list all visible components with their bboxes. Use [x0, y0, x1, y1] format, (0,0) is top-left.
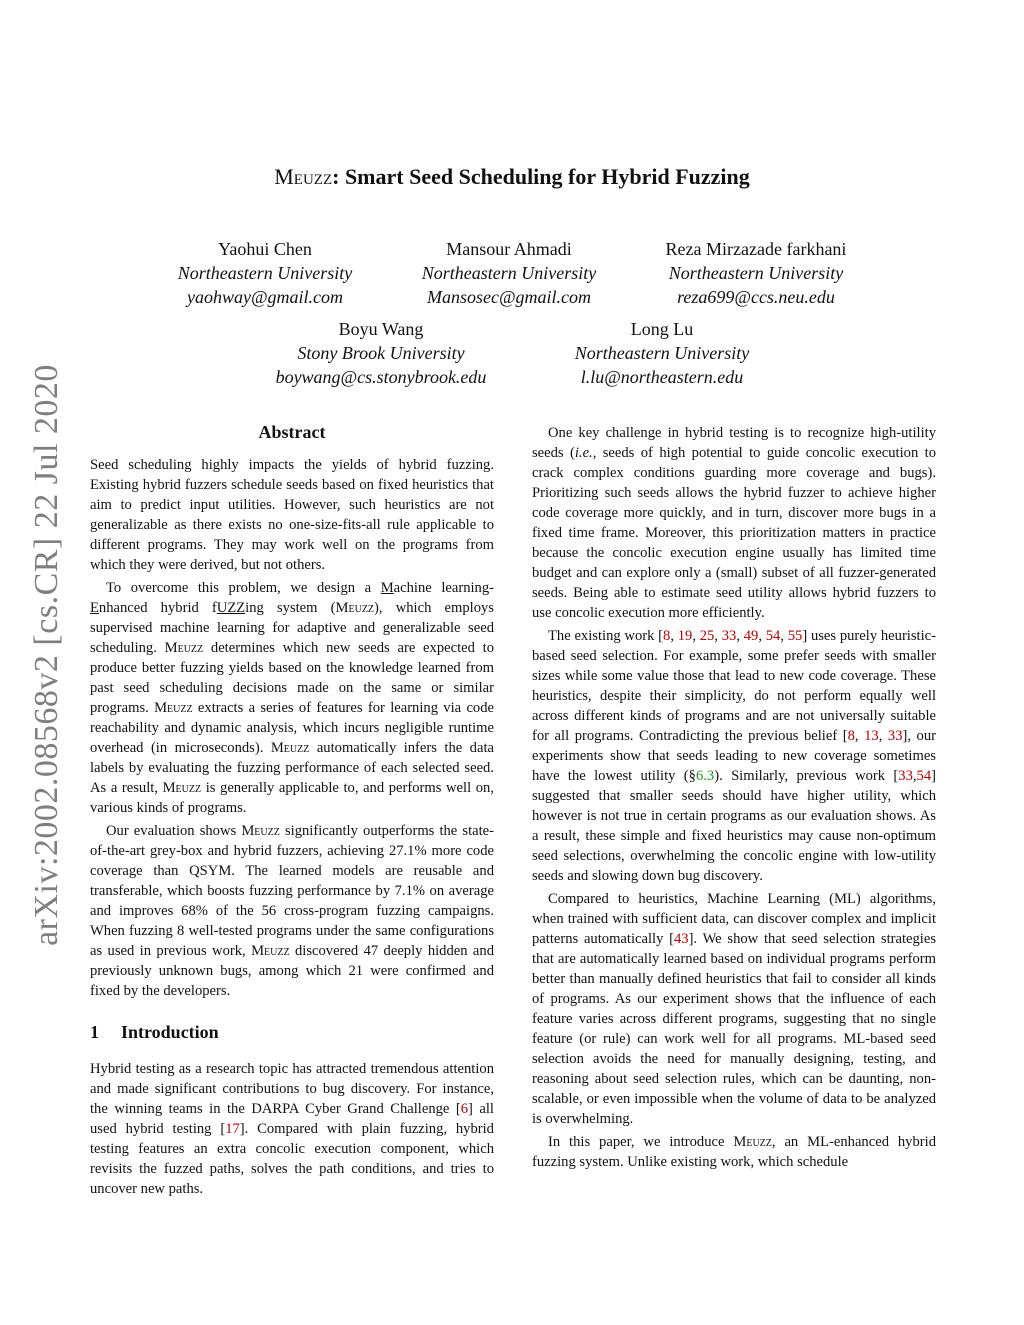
- author-affiliation: Stony Brook University: [297, 343, 465, 363]
- author-email: boywang@cs.stonybrook.edu: [275, 367, 487, 387]
- abstract-heading: Abstract: [258, 422, 326, 442]
- author-name: Long Lu: [630, 319, 694, 339]
- citation-link[interactable]: 25: [699, 628, 715, 644]
- intro-paragraph: Hybrid testing as a research topic has attracted tremendous attention and made significant contributions to bug discovery. For instance, the winning teams in the DARPA Cyber Grand Challenge [6] all used hybrid testing [17]. Compared with plain fuzzing, hybrid testing features an extra concolic execution component, which revisits the fuzzed paths, solves the path conditions, and tries to uncover new paths.: [90, 1061, 494, 1197]
- body-paragraph: In this paper, we introduce Meuzz, an ML-enhanced hybrid fuzzing system. Unlike existing work, which schedule: [532, 1134, 936, 1170]
- citation-link[interactable]: 33: [887, 728, 903, 744]
- author-email: l.lu@northeastern.edu: [580, 367, 744, 387]
- body-paragraph: The existing work [8, 19, 25, 33, 49, 54, 55] uses purely heuristic-based seed selection. For example, some prefer seeds with smaller sizes while some value those that lead to new code coverage. These heuristics, despite their simplicity, do not perform equally well across different kinds of programs and are not universally suitable for all programs. Contradicting the previous belief [8, 13, 33], our experiments show that seeds leading to new coverage sometimes have the lowest utility (§6.3). Similarly, previous work [33,54] suggested that smaller seeds should have higher utility, which however is not true in certain programs as our evaluation shows. As a result, these simple and fixed heuristics may cause non-optimum seed selections, overwhelming the concolic engine with low-utility seeds and slowing down bug discovery.: [532, 628, 937, 884]
- body-paragraph: One key challenge in hybrid testing is to recognize high-utility seeds (i.e., seeds of high potential to guide concolic execution to crack complex conditions guarding more coverage and bugs). Prioritizing such seeds allows the hybrid fuzzer to achieve higher code coverage more quickly, and in turn, discover more bugs in a fixed time frame. Moreover, this prioritization matters in practice because the concolic execution engine usually has limited time budget and can explore only a (small) subset of all fuzzer-generated seeds. Being able to estimate seed utility allows hybrid fuzzers to use concolic execution more efficiently.: [532, 425, 936, 621]
- citation-link[interactable]: 54: [916, 768, 932, 784]
- author-affiliation: Northeastern University: [177, 263, 353, 283]
- section-heading-introduction: 1 Introduction: [90, 1022, 219, 1042]
- author-email: reza699@ccs.neu.edu: [677, 287, 835, 307]
- author-name: Boyu Wang: [338, 319, 424, 339]
- body-paragraph: Compared to heuristics, Machine Learning (ML) algorithms, when trained with sufficient data, can discover complex and implicit patterns automatically [43]. We show that seed selection strategies that are automatically learned based on individual programs perform better than manually defined heuristics that fail to consider all kinds of programs. As our experiment shows that the influence of each feature varies across different programs, suggesting that no single feature (or rule) can work well for all programs. ML-based seed selection avoids the need for manually designing, testing, and reasoning about seed selection rules, which can be daunting, non-scalable, or even impossible when the volume of data to be analyzed is overwhelming.: [532, 891, 937, 1127]
- citation-link[interactable]: 19: [677, 628, 693, 644]
- arxiv-sidebar: [21, 362, 73, 947]
- author-block: [616, 237, 896, 309]
- author-name: Reza Mirzazade farkhani: [665, 239, 847, 259]
- author-email: Mansosec@gmail.com: [426, 287, 592, 307]
- citation-link[interactable]: 13: [864, 728, 879, 744]
- abstract-paragraph: Seed scheduling highly impacts the yields of hybrid fuzzing. Existing hybrid fuzzers schedule seeds based on fixed heuristics that aim to predict input utilities. However, such heuristics are not generalizable as there exists no one-size-fits-all rule applicable to different programs. They may work well on the programs from which they were derived, but not others.: [90, 457, 494, 573]
- abstract-paragraph: Our evaluation shows Meuzz significantly outperforms the state-of-the-art grey-box and hybrid fuzzers, achieving 27.1% more code coverage than QSYM. The learned models are reusable and transferable, which boosts fuzzing performance by 7.1% on average and improves 68% of the 56 cross-program fuzzing campaigns. When fuzzing 8 well-tested programs under the same configurations as used in previous work, Meuzz discovered 47 deeply hidden and previously unknown bugs, among which 21 were confirmed and fixed by the developers.: [90, 823, 495, 999]
- author-block: [246, 317, 516, 389]
- author-email: yaohway@gmail.com: [186, 287, 344, 307]
- author-affiliation: Northeastern University: [668, 263, 844, 283]
- author-block: [384, 237, 634, 309]
- author-affiliation: Northeastern University: [421, 263, 597, 283]
- section-link[interactable]: 6.3: [695, 768, 715, 784]
- abstract-paragraph: To overcome this problem, we design a Machine learning-Enhanced hybrid fUZZing system (Meuzz), which employs supervised machine learning for adaptive and generalizable seed scheduling. Meuzz determines which new seeds are expected to produce better fuzzing yields based on the knowledge learned from past seed scheduling decisions made on the same or similar programs. Meuzz extracts a series of features for learning via code reachability and dynamic analysis, which incurs negligible runtime overhead (in microseconds). Meuzz automatically infers the data labels by evaluating the fuzzing performance of each selected seed. As a result, Meuzz is generally applicable to, and performs well on, various kinds of programs.: [90, 580, 494, 816]
- left-column: [90, 421, 494, 1199]
- citation-link[interactable]: 8: [847, 728, 855, 744]
- paper-title: [0, 164, 1024, 190]
- citation-link[interactable]: 17: [225, 1121, 240, 1137]
- author-name: Mansour Ahmadi: [446, 239, 572, 259]
- citation-link[interactable]: 6: [460, 1101, 469, 1117]
- citation-link[interactable]: 43: [673, 931, 689, 947]
- title-rest: : Smart Seed Scheduling for Hybrid Fuzzing: [332, 164, 750, 189]
- citation-link[interactable]: 33: [898, 768, 913, 784]
- citation-link[interactable]: 54: [765, 628, 781, 644]
- title-system-name: Meuzz: [274, 164, 333, 189]
- citation-link[interactable]: 33: [721, 628, 737, 644]
- author-name: Yaohui Chen: [218, 239, 312, 259]
- citation-link[interactable]: 55: [787, 628, 803, 644]
- citation-link[interactable]: 49: [743, 628, 759, 644]
- author-affiliation: Northeastern University: [574, 343, 750, 363]
- author-block: [140, 237, 390, 309]
- citation-link[interactable]: 8: [663, 628, 671, 644]
- author-block: [537, 317, 787, 389]
- right-column: [532, 423, 936, 1172]
- arxiv-id: arXiv:2002.08568v2 [cs.CR] 22 Jul 2020: [28, 363, 66, 946]
